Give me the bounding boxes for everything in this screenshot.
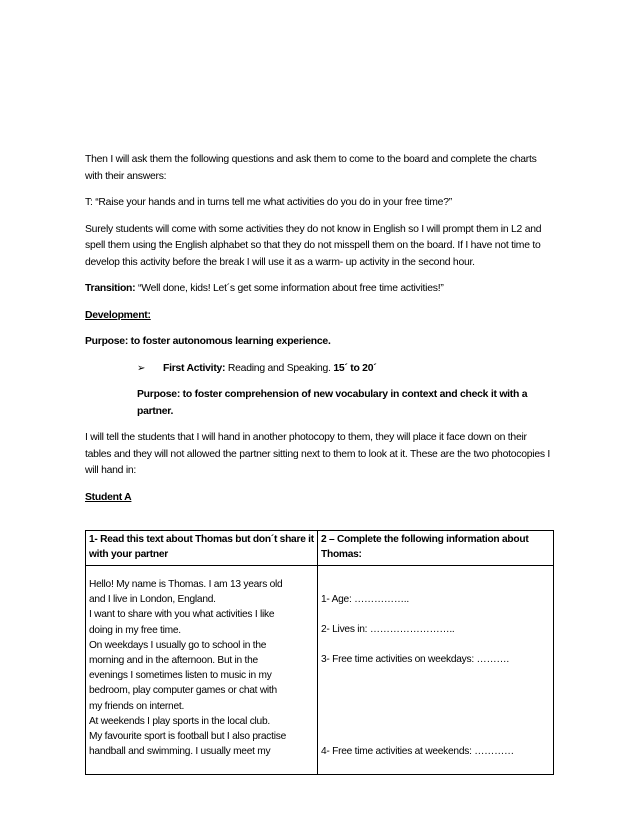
student-a-heading: Student A — [85, 491, 132, 503]
thomas-text-cell — [86, 566, 318, 775]
text-line: Hello! My name is Thomas. I am 13 years old — [89, 579, 283, 590]
weekends-item: 4- Free time activities at weekends: ………… — [321, 745, 514, 757]
paragraph-questions: Then I will ask them the following questions and ask them to come to the board and complete the charts with their answers: — [85, 154, 537, 182]
first-activity-text: Reading and Speaking. — [225, 362, 334, 374]
text-line: and I live in London, England. — [89, 594, 216, 606]
thomas-info-cell — [318, 566, 554, 775]
text-line: I want to share with you what activities I like — [89, 609, 275, 621]
text-line: At weekends I play sports in the local club. — [89, 715, 270, 727]
first-activity-label: First Activity: — [163, 362, 226, 374]
first-activity-time: 15´ to 20´ — [333, 362, 377, 374]
header-read-text: 1- Read this text about Thomas but don´t share it with your partner — [86, 531, 318, 566]
text-line: My favourite sport is football but I also practise — [89, 731, 287, 743]
first-activity-item — [137, 361, 555, 378]
transition-label: Transition: — [85, 283, 136, 294]
weekdays-item: 3- Free time activities on weekdays: ………. — [321, 654, 509, 666]
arrow-bullet-icon: ➢ — [137, 362, 146, 374]
paragraph-teacher-question: T: “Raise your hands and in turns tell me what activities do you do in your free time?” — [85, 197, 452, 208]
lives-item: 2- Lives in: …………………….. — [321, 624, 455, 636]
text-line: my friends on internet. — [89, 700, 185, 712]
transition-text: “Well done, kids! Let´s get some information about free time activities!” — [135, 283, 444, 294]
worksheet-table — [85, 530, 554, 775]
paragraph-prompt: Surely students will come with some activities they do not know in English so I will prompt them in L2 and spell them using the English alphabet so that they do not misspell them on the board. If I have not time to develop this activity before the break I will use it as a warm- up activity in the second hour. — [85, 223, 542, 268]
text-line: bedroom, play computer games or chat with — [89, 685, 277, 697]
table-body-row — [86, 566, 554, 775]
table-header-row — [86, 531, 554, 566]
paragraph-transition — [85, 281, 555, 298]
text-line: doing in my free time. — [89, 624, 181, 636]
development-heading: Development: — [85, 309, 151, 321]
document-body — [85, 152, 555, 516]
purpose-autonomous: Purpose: to foster autonomous learning experience. — [85, 336, 331, 347]
purpose-comprehension: Purpose: to foster comprehension of new vocabulary in context and check it with a partner. — [137, 389, 528, 417]
text-line: handball and swimming. I usually meet my — [89, 746, 271, 758]
paragraph-photocopies: I will tell the students that I will hand in another photocopy to them, they will place it face down on their tables and they will not allowed the partner sitting next to them to look at it. These are the two photocopies I will hand in: — [85, 432, 551, 476]
text-line: morning and in the afternoon. But in the — [89, 655, 258, 667]
text-line: On weekdays I usually go to school in the — [89, 639, 267, 651]
text-line: evenings I sometimes listen to music in my — [89, 670, 272, 682]
age-item: 1- Age: …………….. — [321, 594, 409, 605]
header-complete-info: 2 – Complete the following information about Thomas: — [318, 531, 554, 566]
